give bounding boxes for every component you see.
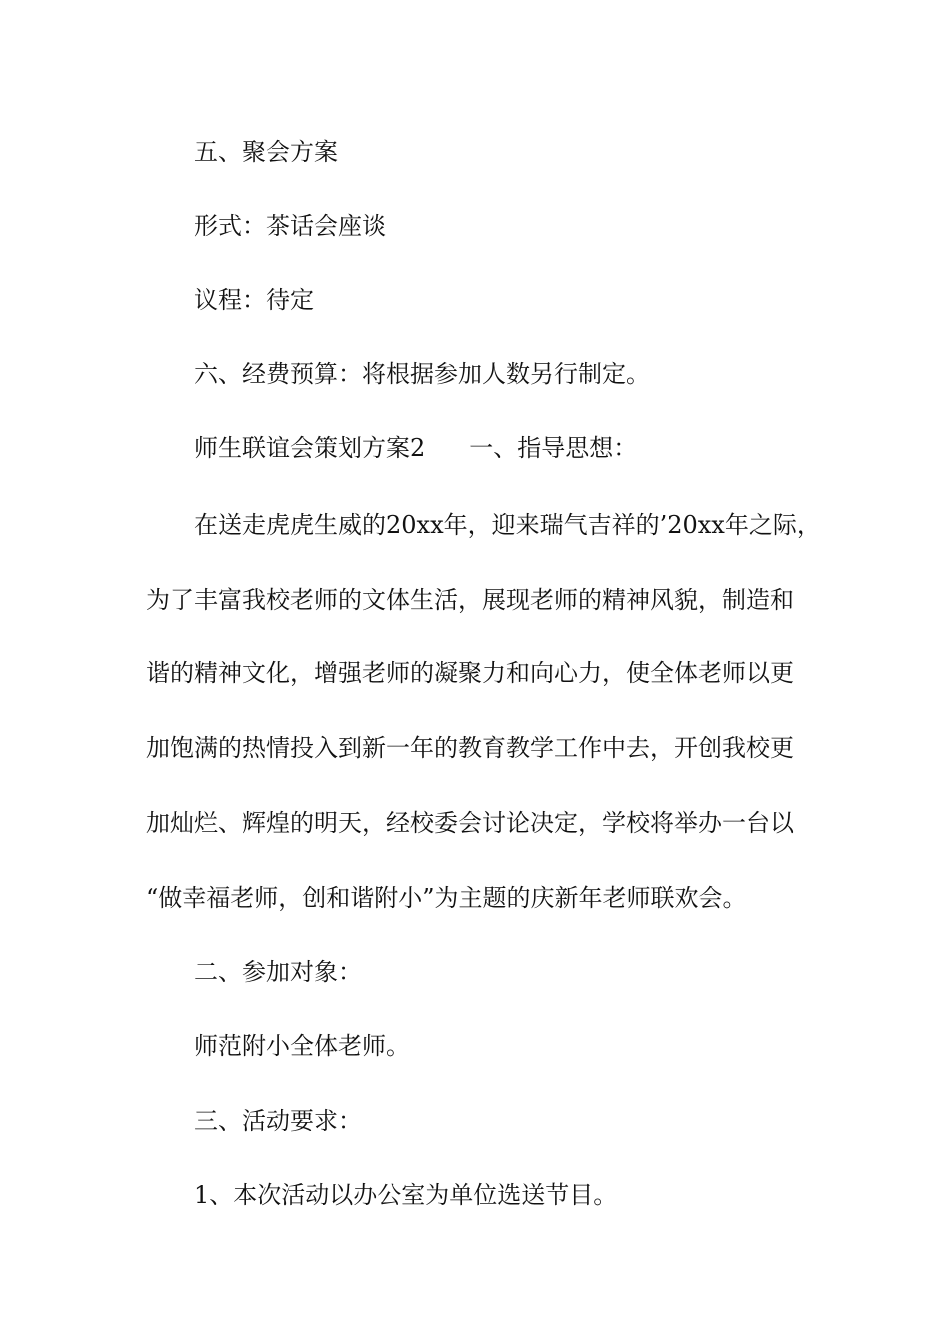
plan-title-line — [194, 428, 874, 468]
paragraph-line: 为了丰富我校老师的文体生活，展现老师的精神风貌，制造和 — [146, 586, 794, 614]
requirement-item: 1、本次活动以办公室为单位选送节目。 — [194, 1181, 618, 1209]
paragraph-line: 加灿烂、辉煌的明天，经校委会讨论决定，学校将举办一台以 — [146, 809, 794, 837]
section-heading-guiding-idea: 一、指导思想： — [469, 434, 638, 462]
section-heading-budget: 六、经费预算：将根据参加人数另行制定。 — [194, 360, 650, 388]
paragraph-line: “做幸福老师，创和谐附小”为主题的庆新年老师联欢会。 — [146, 884, 747, 912]
section-heading-gathering-plan: 五、聚会方案 — [194, 138, 338, 166]
plan-title: 师生联谊会策划方案2 — [194, 434, 426, 462]
participants-line: 师范附小全体老师。 — [194, 1032, 410, 1060]
format-line: 形式：茶话会座谈 — [194, 212, 386, 240]
section-heading-participants: 二、参加对象： — [194, 958, 362, 986]
paragraph-line: 在送走虎虎生威的20xx年，迎来瑞气吉祥的’20xx年之际， — [194, 511, 821, 539]
paragraph-line: 加饱满的热情投入到新一年的教育教学工作中去，开创我校更 — [146, 734, 794, 762]
paragraph-line: 谐的精神文化，增强老师的凝聚力和向心力，使全体老师以更 — [146, 659, 794, 687]
section-heading-requirements: 三、活动要求： — [194, 1107, 362, 1135]
agenda-line: 议程：待定 — [194, 286, 314, 314]
